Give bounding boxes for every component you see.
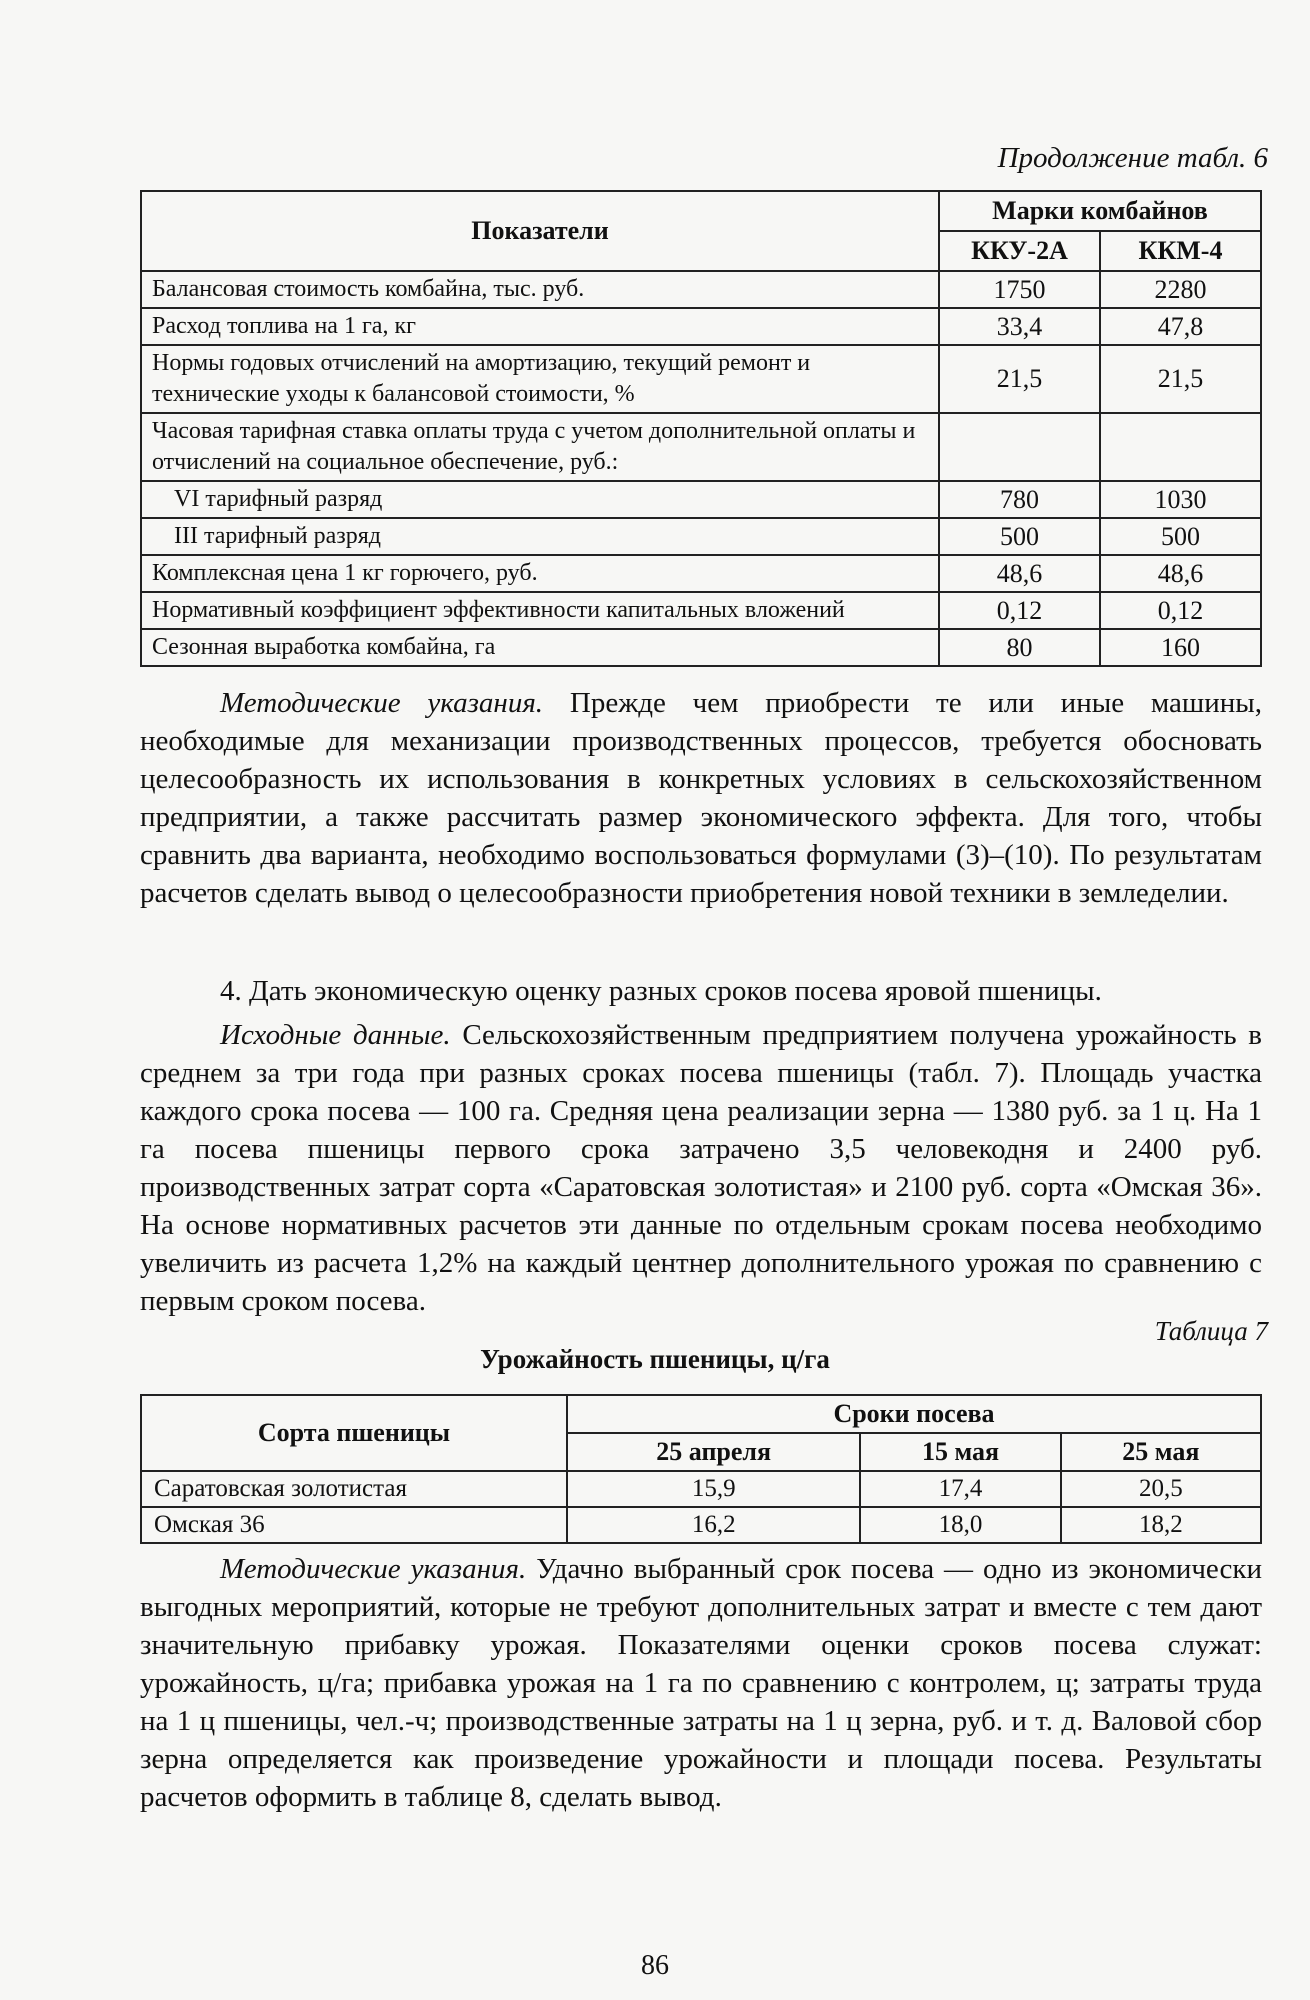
methodical-guidelines-paragraph-1: [140, 684, 1262, 912]
variety-name: Омская 36: [141, 1507, 567, 1543]
methodical-guidelines-paragraph-2: [140, 1550, 1262, 1816]
paragraph-text: 4. Дать экономическую оценку разных сроков посева яровой пшеницы.: [220, 975, 1102, 1007]
value-kkm-4: 0,12: [1100, 592, 1261, 629]
paragraph-lead: Методические указания.: [220, 1553, 527, 1585]
indicator-label: Сезонная выработка комбайна, га: [141, 629, 939, 666]
table-row: [141, 555, 1261, 592]
value-kkm-4: 160: [1100, 629, 1261, 666]
value-kkm-4: 48,6: [1100, 555, 1261, 592]
table-row: [141, 271, 1261, 308]
indicator-label: VI тарифный разряд: [141, 481, 939, 518]
table-7-wheat-yield: [140, 1394, 1262, 1544]
table7-title: Урожайность пшеницы, ц/га: [480, 1344, 830, 1374]
table-row: [141, 592, 1261, 629]
indicator-label: Расход топлива на 1 га, кг: [141, 308, 939, 345]
indicator-label: Балансовая стоимость комбайна, тыс. руб.: [141, 271, 939, 308]
value-kku-2a: 21,5: [939, 345, 1100, 413]
yield-value: 18,2: [1061, 1507, 1261, 1543]
yield-value: 20,5: [1061, 1471, 1261, 1507]
brand-kku-2a-header: ККУ-2А: [939, 231, 1100, 271]
value-kkm-4: 2280: [1100, 271, 1261, 308]
indicators-header: Показатели: [141, 191, 939, 271]
yield-value: 15,9: [567, 1471, 860, 1507]
value-kku-2a: 33,4: [939, 308, 1100, 345]
table-row: [141, 1471, 1261, 1507]
value-kku-2a: [939, 413, 1100, 481]
initial-data-paragraph: [140, 1016, 1262, 1320]
page-number: 86: [641, 1950, 669, 1981]
value-kku-2a: 500: [939, 518, 1100, 555]
value-kku-2a: 1750: [939, 271, 1100, 308]
yield-value: 16,2: [567, 1507, 860, 1543]
paragraph-lead: Методические указания.: [220, 687, 544, 719]
yield-value: 18,0: [860, 1507, 1060, 1543]
value-kkm-4: 21,5: [1100, 345, 1261, 413]
paragraph-lead: Исходные данные.: [220, 1019, 451, 1051]
value-kku-2a: 780: [939, 481, 1100, 518]
variety-header: Сорта пшеницы: [141, 1395, 567, 1471]
value-kku-2a: 0,12: [939, 592, 1100, 629]
value-kkm-4: 500: [1100, 518, 1261, 555]
indicator-label: Нормы годовых отчислений на амортизацию, текущий ремонт и технические уходы к балансовой стоимости, %: [141, 345, 939, 413]
variety-name: Саратовская золотистая: [141, 1471, 567, 1507]
table-row: [141, 308, 1261, 345]
table6-continuation-caption: Продолжение табл. 6: [997, 142, 1268, 174]
table-row: [141, 518, 1261, 555]
date-april-25-header: 25 апреля: [567, 1433, 860, 1471]
combine-brands-header: Марки комбайнов: [939, 191, 1261, 231]
table-row: [141, 345, 1261, 413]
indicator-label: Комплексная цена 1 кг горючего, руб.: [141, 555, 939, 592]
table-row: [141, 413, 1261, 481]
date-may-15-header: 15 мая: [860, 1433, 1060, 1471]
table-row: [141, 1507, 1261, 1543]
date-may-25-header: 25 мая: [1061, 1433, 1261, 1471]
yield-value: 17,4: [860, 1471, 1060, 1507]
value-kku-2a: 48,6: [939, 555, 1100, 592]
indicator-label: III тарифный разряд: [141, 518, 939, 555]
table-6-combine-indicators: [140, 190, 1262, 667]
paragraph-text: Прежде чем приобрести те или иные машины, необходимые для механизации производственных процессов, требуется обосновать целесообразность их использования в конкретных условиях в сельскохозяйственном предприятии, а также рассчитать размер экономического эффекта. Для того, чтобы сравнить два варианта, необходимо воспользоваться формулами (3)–(10). По результатам расчетов сделать вывод о целесообразности приобретения новой техники в земледелии.: [140, 687, 1263, 909]
paragraph-text: Удачно выбранный срок посева — одно из экономически выгодных мероприятий, которые не требуют дополнительных затрат и вместе с тем дают значительную прибавку урожая. Показателями оценки сроков посева служат: урожайность, ц/га; прибавка урожая на 1 га по сравнению с контролем, ц; затраты труда на 1 ц пшеницы, чел.-ч; производственные затраты на 1 ц зерна, руб. и т. д. Валовой сбор зерна определяется как произведение урожайности и площади посева. Результаты расчетов оформить в таблице 8, сделать вывод.: [140, 1553, 1263, 1813]
table7-caption: Таблица 7: [1154, 1316, 1268, 1346]
sowing-dates-header: Сроки посева: [567, 1395, 1261, 1433]
task-4-heading: [140, 972, 1262, 1010]
paragraph-text: Сельскохозяйственным предприятием получена урожайность в среднем за три года при разных сроках посева пшеницы (табл. 7). Площадь участка каждого срока посева — 100 га. Средняя цена реализации зерна — 1380 руб. за 1 ц. На 1 га посева пшеницы первого срока затрачено 3,5 человекодня и 2400 руб. производственных затрат сорта «Саратовская золотистая» и 2100 руб. сорта «Омская 36». На основе нормативных расчетов эти данные по отдельным срокам посева необходимо увеличить из расчета 1,2% на каждый центнер дополнительного урожая по сравнению с первым сроком посева.: [140, 1019, 1262, 1317]
table-row: [141, 481, 1261, 518]
value-kkm-4: [1100, 413, 1261, 481]
value-kkm-4: 1030: [1100, 481, 1261, 518]
brand-kkm-4-header: ККМ-4: [1100, 231, 1261, 271]
table-row: [141, 629, 1261, 666]
value-kku-2a: 80: [939, 629, 1100, 666]
indicator-label: Часовая тарифная ставка оплаты труда с учетом дополнительной оплаты и отчислений на социальное обеспечение, руб.:: [141, 413, 939, 481]
indicator-label: Нормативный коэффициент эффективности капитальных вложений: [141, 592, 939, 629]
value-kkm-4: 47,8: [1100, 308, 1261, 345]
